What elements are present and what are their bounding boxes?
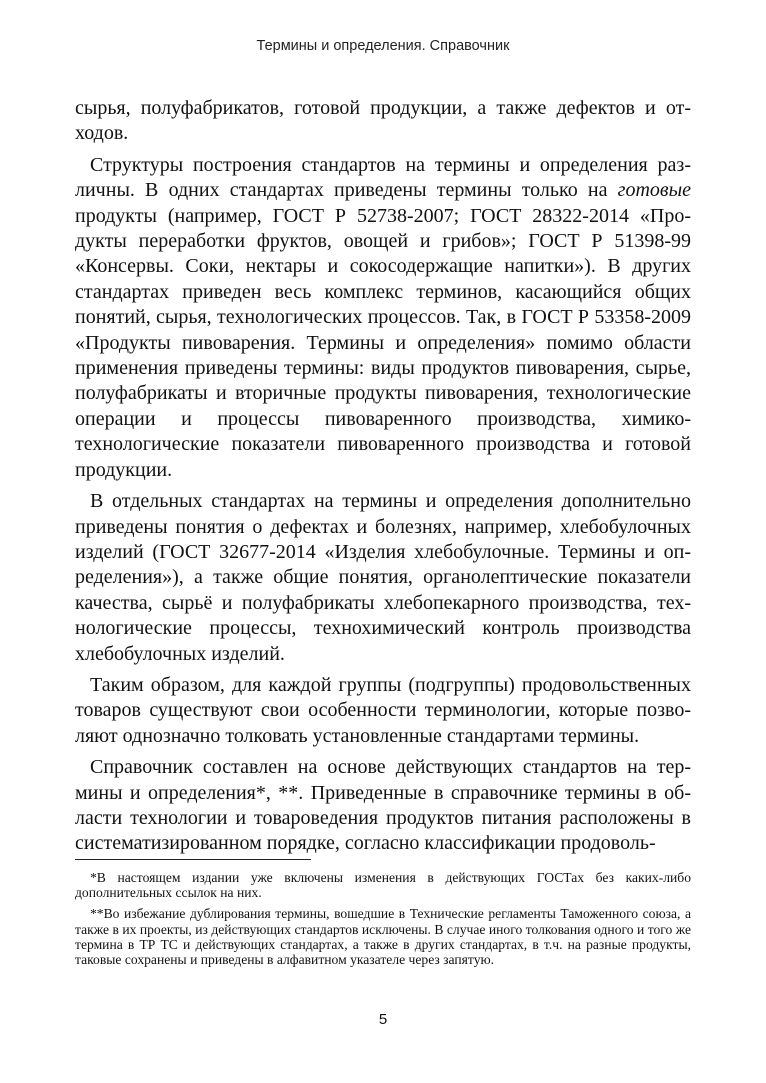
footnote-2: **Во избежание дублирования термины, вошедшие в Технические регламенты Таможенного союза, а также в их проекты, из действующих стандартов исключены. В случае иного толкования одного и того же термина в ТР ТС и действующих стандартах, а также в других стандартах, в т.ч. на разные продукты, таковые сохранены и приведены в алфавитном указателе через запятую. bbox=[75, 906, 691, 968]
running-title: Термины и определения. Справочник bbox=[256, 38, 510, 54]
paragraph-conclusion: Таким образом, для каждой группы (подгруппы) продовольственных товаров существуют свои особенности терминологии, которые позволяют однозначно толковать установленные стандартами термины. bbox=[75, 673, 691, 747]
paragraph-defects: В отдельных стандартах на термины и определения дополнительно приведены понятия о дефектах и болезнях, например, хлебобулочных изделий (ГОСТ 32677-2014 «Изделия хлебобулочные. Термины и определения»), а также общие понятия, органолептические показатели качества, сырьё и полуфабрикаты хлебопекарного производства, технологические процессы, технохимический контроль производства хлебобулочных изделий. bbox=[75, 490, 691, 665]
paragraph-text-end: продукты (например, ГОСТ Р 52738-2007; ГОСТ 28322-2014 «Продукты переработки фруктов, овощей и грибов»; ГОСТ Р 51398-99 «Консервы. Соки, нектары и сокосодержащие напитки»). В других стандартах приведен весь комплекс терминов, касающийся общих понятий, сырья, технологических процессов. Так, в ГОСТ Р 53358-2009 «Продукты пивоварения. Термины и определения» помимо области применения приведены термины: виды продуктов пивоварения, сырье, полуфабрикаты и вторичные продукты пивоварения, технологические операции и процессы пивоваренного производства, химико-технологические показатели пивоваренного производства и готовой продукции. bbox=[75, 204, 691, 481]
footnote-1: *В настоящем издании уже включены изменения в действующих ГОСТах без каких-либо дополнительных ссылок на них. bbox=[75, 870, 691, 901]
emphasis-ready: готовые bbox=[617, 179, 691, 202]
main-text bbox=[75, 96, 691, 863]
paragraph-text-start: Структуры построения стандартов на термины и определения различны. В одних стандартах приведены термины только на bbox=[75, 153, 691, 202]
paragraph-standards-structure bbox=[75, 153, 691, 483]
paragraph-continuation: сырья, полуфабрикатов, готовой продукции, а также дефектов и отходов. bbox=[75, 97, 691, 145]
footnote-divider bbox=[75, 859, 311, 860]
paragraph-reference-basis: Справочник составлен на основе действующих стандартов на термины и определения*, **. Приведенные в справочнике термины в области технологии и товароведения продуктов питания расположены в систематизированном порядке, согласно классификации продоволь- bbox=[75, 756, 691, 855]
footnotes bbox=[75, 870, 691, 973]
page-number: 5 bbox=[378, 1011, 388, 1028]
